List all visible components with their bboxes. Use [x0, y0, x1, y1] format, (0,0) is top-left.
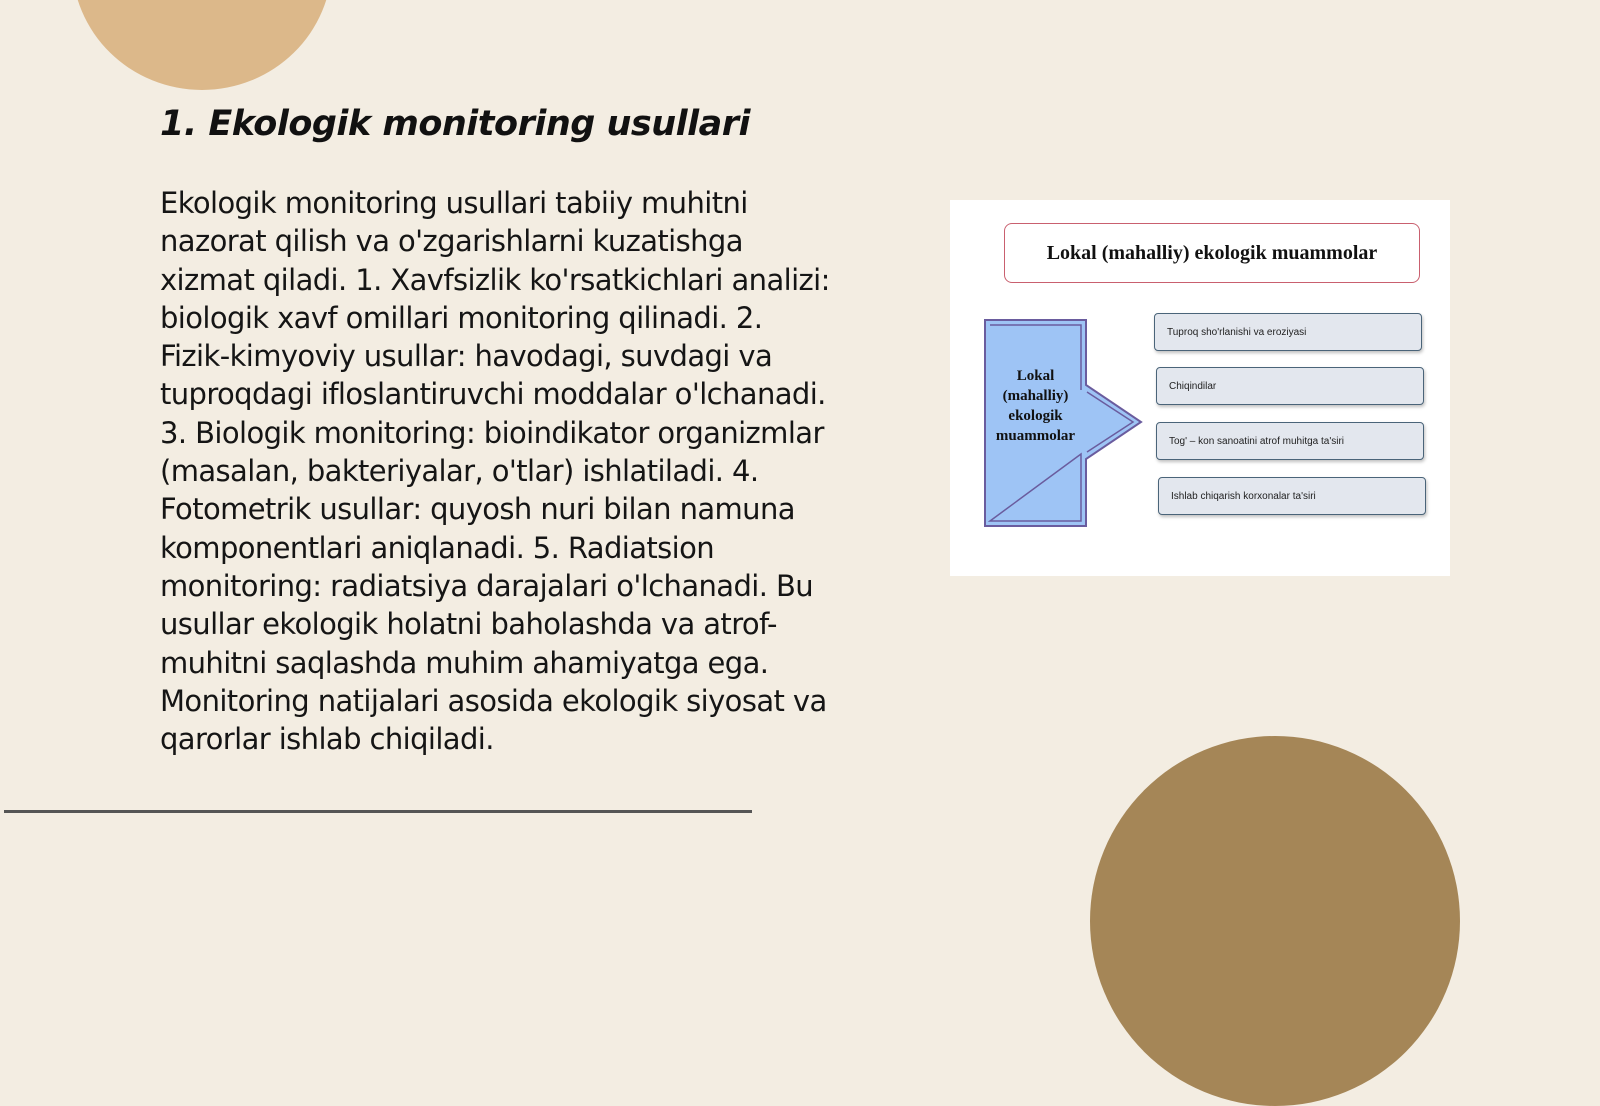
- slide-body-text: Ekologik monitoring usullari tabiiy muhitni nazorat qilish va o'zgarishlarni kuzatishga xizmat qiladi. 1. Xavfsizlik ko'rsatkichlari analizi: biologik xavf omillari monitoring qilinadi. 2. Fizik-kimyoviy usullar: havodagi, suvdagi va tuproqdagi ifloslantiruvchi moddalar o'lchanadi. 3. Biologik monitoring: bioindikator organizmlar (masalan, bakteriyalar, o'tlar) ishlatiladi. 4. Fotometrik usullar: quyosh nuri bilan namuna komponentlari aniqlanadi. 5. Radiatsion monitoring: radiatsiya darajalari o'lchanadi. Bu usullar ekologik holatni baholashda va atrof-muhitni saqlashda muhim ahamiyatga ega. Monitoring natijalari asosida ekologik siyosat va qarorlar ishlab chiqiladi.: [160, 186, 830, 757]
- diagram-item: Tog' – kon sanoatini atrof muhitga ta'siri: [1156, 422, 1424, 460]
- diagram-item: Ishlab chiqarish korxonalar ta'siri: [1158, 477, 1426, 515]
- arrow-label: Lokal (mahalliy) ekologik muammolar: [995, 368, 1076, 444]
- decorative-circle-bottom: [1090, 736, 1460, 1106]
- diagram-item: Tuproq sho'rlanishi va eroziyasi: [1154, 313, 1422, 351]
- slide-title: 1. Ekologik monitoring usullari: [160, 104, 751, 144]
- diagram-title: Lokal (mahalliy) ekologik muammolar: [1004, 223, 1420, 283]
- horizontal-divider: [4, 810, 752, 813]
- diagram-item: Chiqindilar: [1156, 367, 1424, 405]
- diagram-figure: [950, 200, 1450, 576]
- decorative-circle-top: [72, 0, 332, 90]
